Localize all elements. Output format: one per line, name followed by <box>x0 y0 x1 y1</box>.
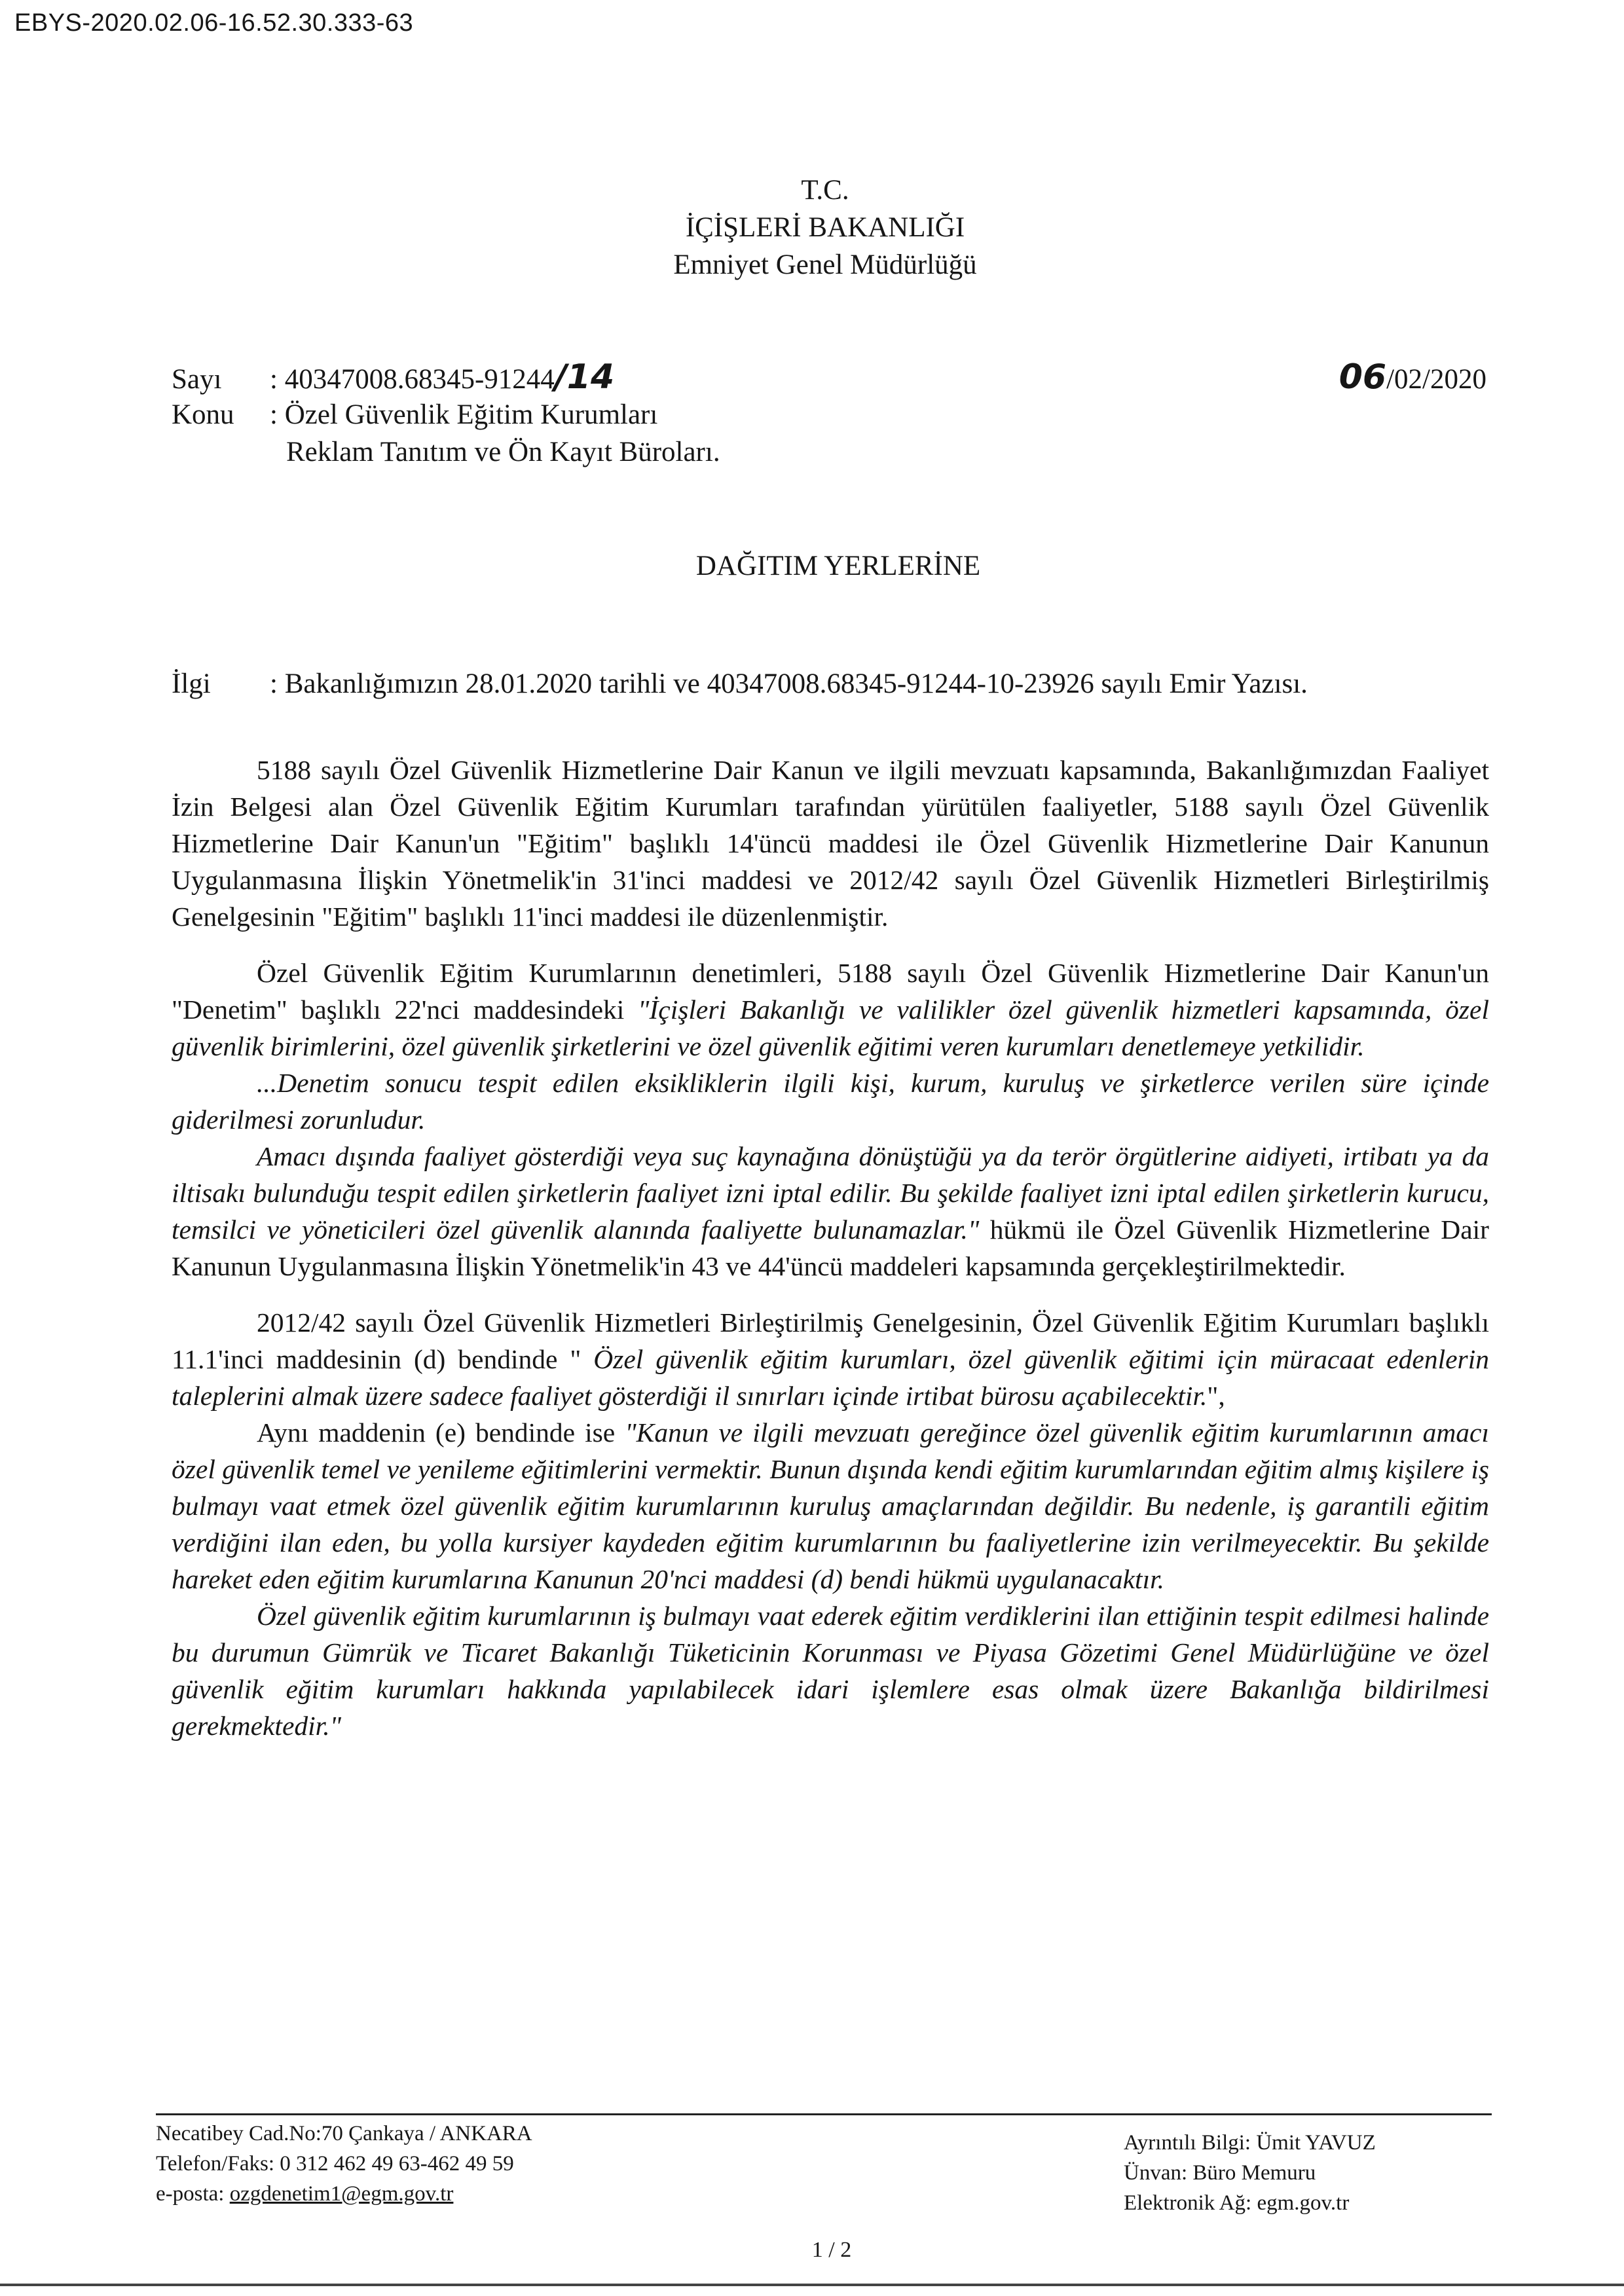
letter-body <box>172 752 1489 1744</box>
paragraph-7-quote: Özel güvenlik eğitim kurumlarının iş bulmayı vaat ederek eğitim verdiklerini ilan ettiğinin tespit edilmesi halinde bu durumun Gümrük ve Ticaret Bakanlığı Tüketicinin Korunması ve Piyasa Gözetimi Genel Müdürlüğüne ve özel güvenlik eğitim kurumları hakkında yapılabilecek idari işlemlere esas olmak üzere Bakanlığa bildirilmesi gerekmektedir." <box>172 1601 1489 1741</box>
page-bottom-edge <box>0 2284 1624 2286</box>
paragraph-6-lead: Aynı maddenin (e) bendinde ise <box>257 1417 625 1448</box>
paragraph-6 <box>172 1414 1489 1597</box>
date-handwritten-day: 06 <box>1338 357 1387 397</box>
paragraph-2 <box>172 955 1489 1065</box>
konu-value-line2: Reklam Tanıtım ve Ön Kayıt Büroları. <box>286 437 720 467</box>
sayi-value: : 40347008.68345-91244 <box>270 364 555 395</box>
footer-email-link[interactable]: ozgdenetim1@egm.gov.tr <box>229 2182 454 2206</box>
sayi-handwritten: /14 <box>554 357 615 397</box>
paragraph-4-quote: Amacı dışında faaliyet gösterdiği veya suç kaynağına dönüştüğü ya da terör örgütlerine aidiyeti, irtibatı ya da iltisakı bulunduğu tespit edilen şirketlerin faaliyet izni iptal edilir. Bu şekilde faaliyet izni iptal edilen şirketlerin kurucu, temsilci ve yöneticileri özel güvenlik alanında faaliyette bulunamazlar." <box>172 1141 1489 1245</box>
paragraph-1: 5188 sayılı Özel Güvenlik Hizmetlerine Dair Kanun ve ilgili mevzuatı kapsamında, Bakanlığımızdan Faaliyet İzin Belgesi alan Özel Güvenlik Eğitim Kurumları tarafından yürütülen faaliyetler, 5188 sayılı Özel Güvenlik Hizmetlerine Dair Kanun'un "Eğitim" başlıklı 14'üncü maddesi ile Özel Güvenlik Hizmetlerine Dair Kanunun Uygulanmasına İlişkin Yönetmelik'in 31'inci maddesi ve 2012/42 sayılı Özel Güvenlik Hizmetleri Birleştirilmiş Genelgesinin "Eğitim" başlıklı 11'inci maddesi ile düzenlenmiştir. <box>172 755 1489 932</box>
footer-contact-name: Ayrıntılı Bilgi: Ümit YAVUZ <box>1124 2131 1376 2155</box>
konu-value-line1: : Özel Güvenlik Eğitim Kurumları <box>270 399 658 430</box>
footer-contact-title: Ünvan: Büro Memuru <box>1124 2161 1316 2185</box>
ilgi-label: İlgi <box>172 668 211 699</box>
footer-email-label: e-posta: <box>156 2182 230 2206</box>
paragraph-3-quote: ...Denetim sonucu tespit edilen eksikliklerin ilgili kişi, kurum, kuruluş ve şirketlerce verilen süre içinde giderilmesi zorunludur. <box>172 1068 1489 1135</box>
footer-contact-address <box>156 2119 532 2209</box>
footer-phone: Telefon/Faks: 0 312 462 49 63-462 49 59 <box>156 2152 514 2176</box>
sayi-row <box>172 359 614 398</box>
footer-divider <box>156 2113 1492 2115</box>
letterhead <box>0 172 1624 283</box>
footer-address: Necatibey Cad.No:70 Çankaya / ANKARA <box>156 2122 532 2145</box>
page-number: 1 / 2 <box>811 2238 852 2262</box>
distribution-title: DAĞITIM YERLERİNE <box>695 551 981 581</box>
konu-row <box>172 396 657 433</box>
footer-contact-person <box>1124 2128 1376 2218</box>
document-id: EBYS-2020.02.06-16.52.30.333-63 <box>14 9 414 37</box>
ilgi-row <box>172 668 1308 700</box>
paragraph-5-lead: 2012/42 sayılı Özel Güvenlik Hizmetleri Birleştirilmiş Genelgesinin, Özel Güvenlik Eğitim Kurumları başlıklı 11.1'inci maddesinin (d) bendinde " <box>172 1307 1489 1374</box>
paragraph-4-rest: hükmü ile Özel Güvenlik Hizmetlerine Dair Kanunun Uygulanmasına İlişkin Yönetmelik'in 43 ve 44'üncü maddeleri kapsamında gerçekleştirilmektedir. <box>172 1214 1489 1281</box>
footer-email-line <box>156 2179 532 2209</box>
letterhead-directorate: Emniyet Genel Müdürlüğü <box>673 249 977 280</box>
paragraph-6-quote: "Kanun ve ilgili mevzuatı gereğince özel güvenlik eğitim kurumlarının amacı özel güvenlik temel ve yenileme eğitimlerini vermektir. Bunun dışında kendi eğitim kurumlarından eğitim almış kişilere iş bulmayı vaat etmek özel güvenlik eğitim kurumlarının kuruluş amaçlarından değildir. Bu nedenle, iş garantili eğitim verdiğini ilan eden, bu yolla kursiyer kaydeden eğitim kurumlarının bu faaliyetlerine izin verilmeyecektir. Bu şekilde hareket eden eğitim kurumlarına Kanunun 20'nci maddesi (d) bendi hükmü uygulanacaktır. <box>172 1417 1489 1594</box>
paragraph-5-tail: ", <box>1207 1381 1225 1411</box>
paragraph-2-lead: Özel Güvenlik Eğitim Kurumlarının denetimleri, 5188 sayılı Özel Güvenlik Hizmetlerine Dair Kanun'un "Denetim" başlıklı 22'nci maddesindeki <box>172 958 1489 1025</box>
letterhead-line-tc: T.C. <box>801 175 849 206</box>
paragraph-2-quote: "İçişleri Bakanlığı ve valilikler özel güvenlik hizmetleri kapsamında, özel güvenlik birimlerini, özel güvenlik şirketlerini ve özel güvenlik eğitimi veren kurumları denetlemeye yetkilidir. <box>172 994 1489 1061</box>
date-printed: /02/2020 <box>1386 364 1486 395</box>
paragraph-7 <box>172 1597 1489 1744</box>
document-date <box>1339 359 1486 398</box>
paragraph-4 <box>172 1138 1489 1285</box>
konu-label: Konu <box>172 399 234 430</box>
sayi-label: Sayı <box>172 364 222 395</box>
footer-network: Elektronik Ağ: egm.gov.tr <box>1124 2191 1350 2215</box>
letterhead-ministry: İÇİŞLERİ BAKANLIĞI <box>685 212 965 243</box>
paragraph-3 <box>172 1065 1489 1138</box>
ilgi-value: : Bakanlığımızın 28.01.2020 tarihli ve 40347008.68345-91244-10-23926 sayılı Emir Yazısı. <box>270 668 1308 699</box>
paragraph-5 <box>172 1304 1489 1414</box>
konu-row-continued <box>286 433 720 471</box>
paragraph-5-quote: Özel güvenlik eğitim kurumları, özel güvenlik eğitimi için müracaat edenlerin taleplerini almak üzere sadece faaliyet gösterdiği il sınırları içinde irtibat bürosu açabilecektir. <box>172 1344 1489 1411</box>
